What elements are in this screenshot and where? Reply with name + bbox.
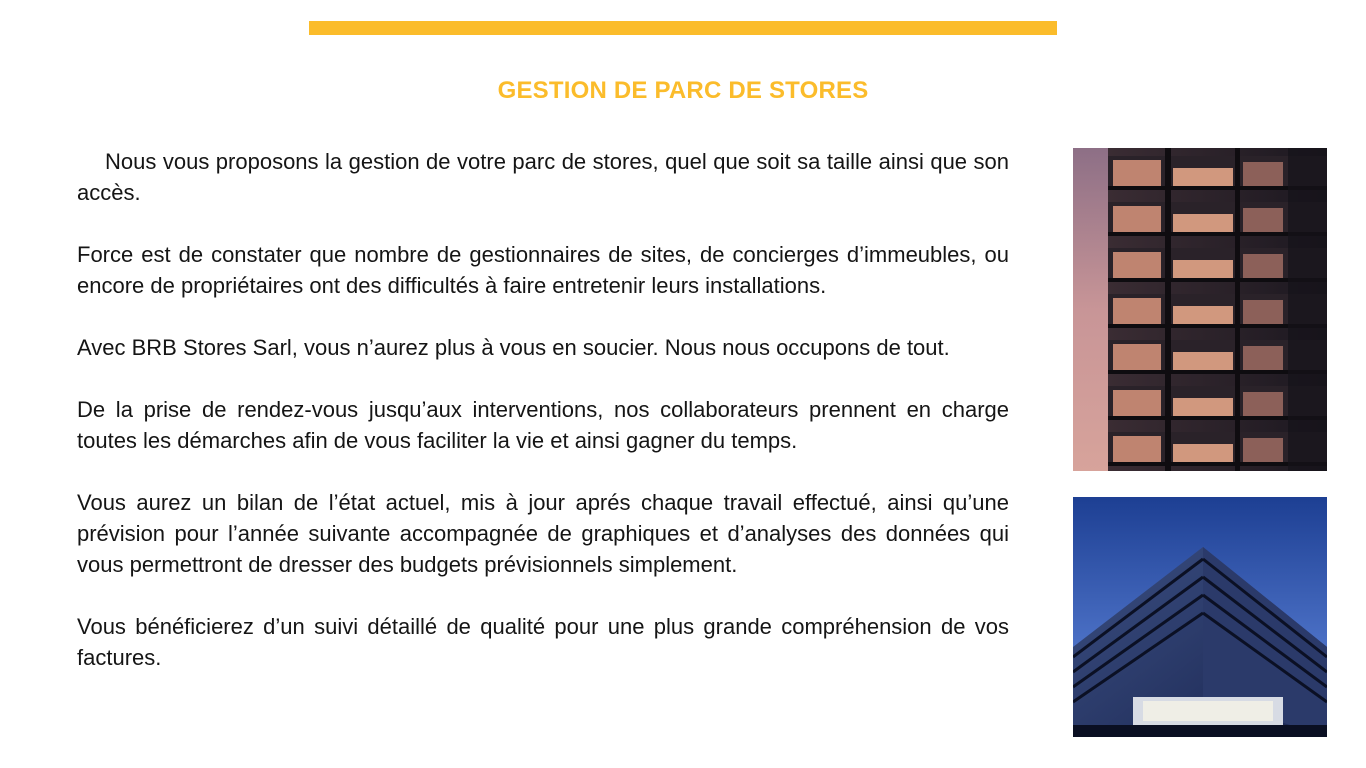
paragraph: Vous aurez un bilan de l’état actuel, mis à jour aprés chaque travail effectué, ainsi qu’une prévision pour l’année suivante accompagnée de graphiques et d’analyses des données qui vous permettront de dresser des budgets prévisionnels simplement. (77, 490, 1009, 577)
page-title: GESTION DE PARC DE STORES (497, 77, 869, 104)
office-building-photo (1073, 497, 1327, 737)
paragraph: Nous vous proposons la gestion de votre parc de stores, quel que soit sa taille ainsi que son accès. (77, 149, 1009, 205)
paragraph: De la prise de rendez-vous jusqu’aux interventions, nos collaborateurs prennent en charge toutes les démarches afin de vous faciliter la vie et ainsi gagner du temps. (77, 397, 1009, 453)
accent-bar (309, 21, 1057, 35)
paragraph: Force est de constater que nombre de gestionnaires de sites, de concierges d’immeubles, ou encore de propriétaires ont des difficultés à faire entretenir leurs installations. (77, 242, 1009, 298)
body-text (77, 146, 1009, 704)
building-balconies-photo (1073, 148, 1327, 471)
paragraph: Avec BRB Stores Sarl, vous n’aurez plus à vous en soucier. Nous nous occupons de tout. (77, 335, 950, 360)
paragraph: Vous bénéficierez d’un suivi détaillé de qualité pour une plus grande compréhension de vos factures. (77, 614, 1009, 670)
